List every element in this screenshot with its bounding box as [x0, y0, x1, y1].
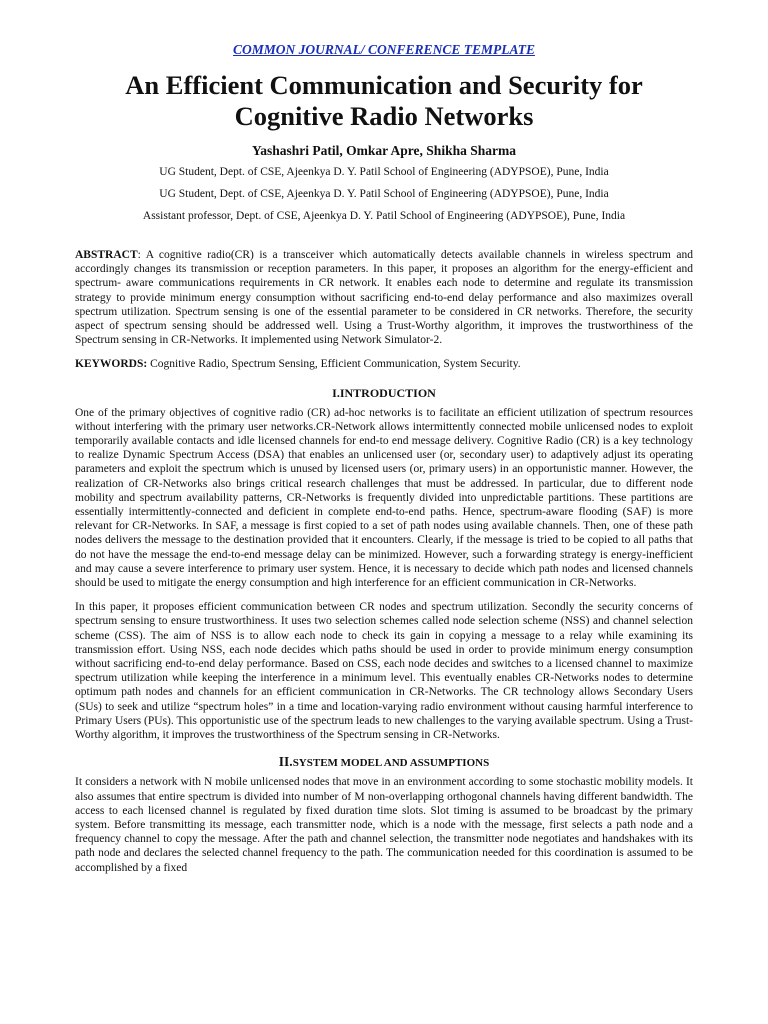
keywords-label: KEYWORDS: — [75, 358, 148, 371]
section-title: INTRODUCTION — [339, 385, 436, 400]
section-title: SYSTEM MODEL AND ASSUMPTIONS — [292, 757, 490, 770]
intro-paragraph-2: In this paper, it proposes efficient communication between CR nodes and spectrum utilization. Secondly the security concerns of spectrum sensing to ensure trustworthiness. It uses two selection schemes called node selection scheme (NSS) and channel selection scheme (CSS). The aim of NSS is to allow each node to check its gain in copying a message to a relay while examining its transmission effort. Using NSS, each node decides which paths should be used in order to provide minimum energy consumption without sacrificing end-to-end delay performance. Based on CSS, each node decides and switches to a licensed channel to maximize spectrum utilization while keeping the interference in a minimum level. This eventually enables CR-Networks nodes to determine optimum path nodes and channels for an efficient communication in CR-Networks. The CR technology allows Secondary Users (SUs) to seek and utilize “spectrum holes” in a time and location-varying radio environment without causing harmful interference to Primary Users (PUs). This opportunistic use of the spectrum leads to new challenges to the varying available spectrum. Using a Trust-Worthy algorithm, it improves the trustworthiness of the Spectrum sensing in CR-Networks. — [75, 601, 693, 742]
abstract-text: : A cognitive radio(CR) is a transceiver which automatically detects available channels in wireless spectrum and accordingly changes its transmission or reception parameters. In this paper, it proposes an algorithm for the energy-efficient and spectrum- aware communications requirements in CR network. It enables each node to determine and regulate its transmission strategy to provide minimum energy consumption without sacrificing end-to-end delay performance and also maximizes overall spectrum utilization. Spectrum sensing is one of the essential parameter to be considered in CR networks. Therefore, the security aspect of spectrum sensing should be addressed well. Using a Trust-Worthy algorithm, it improves the trustworthiness of the Spectrum sensing in CR-Networks. It implemented using Network Simulator-2. — [75, 249, 693, 347]
keywords-text: Cognitive Radio, Spectrum Sensing, Efficient Communication, System Security. — [147, 358, 521, 371]
keywords — [75, 357, 693, 371]
paper-authors: Yashashri Patil, Omkar Apre, Shikha Sharma — [252, 143, 516, 158]
intro-paragraph-1: One of the primary objectives of cognitive radio (CR) ad-hoc networks is to facilitate an efficient utilization of spectrum resources without interfering with the primary user networks.CR-Network allows intermittently connected mobile unlicensed nodes to exploit temporarily available contacts and idle licensed channels for end-to end message delivery. Cognitive Radio (CR) is a key technology to realize Dynamic Spectrum Access (DSA) that enables an unlicensed user (or, secondary user) to adaptively adjust its operating parameters and exploit the spectrum which is unused by licensed users (or, primary users) in an opportunistic manner. However, the realization of CR-Networks also brings critical research challenges that must be addressed. In particular, due to different node mobility and spectrum availability patterns, CR-Networks is frequently divided into unpredictable partitions. These partitions are essentially intermittently-connected and deficient in complete end-to-end paths. Hence, spectrum-aware flooding (SAF) is more relevant for CR-Networks. In SAF, a message is first copied to a set of path nodes using available channels. Then, one of these path nodes delivers the message to the destination provided that it encounters. Clearly, if the message is tried to be copied to all paths that do not have the message the end-to-end message delay can be minimized. However, such a forwarding strategy is energy-inefficient and may cause a severe interference to primary user system. Hence, it is necessary to decide which path nodes and licensed channels should be used to mitigate the energy consumption and high interference for an efficient communication in CR-Networks. — [75, 406, 693, 590]
paper-title: An Efficient Communication and Security for Cognitive Radio Networks — [125, 70, 643, 131]
abstract — [75, 248, 693, 347]
journal-header: COMMON JOURNAL/ CONFERENCE TEMPLATE — [233, 42, 535, 57]
section-heading-introduction — [75, 386, 693, 401]
abstract-label: ABSTRACT — [75, 249, 138, 261]
system-paragraph-1: It considers a network with N mobile unlicensed nodes that move in an environment according to some stochastic mobility models. It also assumes that entire spectrum is divided into number of M non-overlapping orthogonal channels having different bandwidth. The access to each licensed channel is regulated by fixed duration time slots. Slot timing is assumed to be broadcast by the primary system. Before transmitting its message, each transmitter node, which is a node with the message, first selects a path node and a frequency channel to copy the message. After the path and channel selection, the transmitter node negotiates and handshakes with its path node and declares the selected channel frequency to the path. The communication needed for this coordination is assumed to be accomplished by a fixed — [75, 776, 693, 874]
affiliation-1: UG Student, Dept. of CSE, Ajeenkya D. Y. Patil School of Engineering (ADYPSOE), Pune, India — [159, 166, 609, 178]
section-heading-system-model — [75, 754, 693, 770]
affiliation-3: Assistant professor, Dept. of CSE, Ajeenkya D. Y. Patil School of Engineering (ADYPSOE), Pune, India — [142, 210, 626, 222]
section-number: I. — [332, 385, 340, 400]
section-number: II. — [278, 754, 293, 770]
affiliation-2: UG Student, Dept. of CSE, Ajeenkya D. Y. Patil School of Engineering (ADYPSOE), Pune, India — [159, 188, 609, 200]
